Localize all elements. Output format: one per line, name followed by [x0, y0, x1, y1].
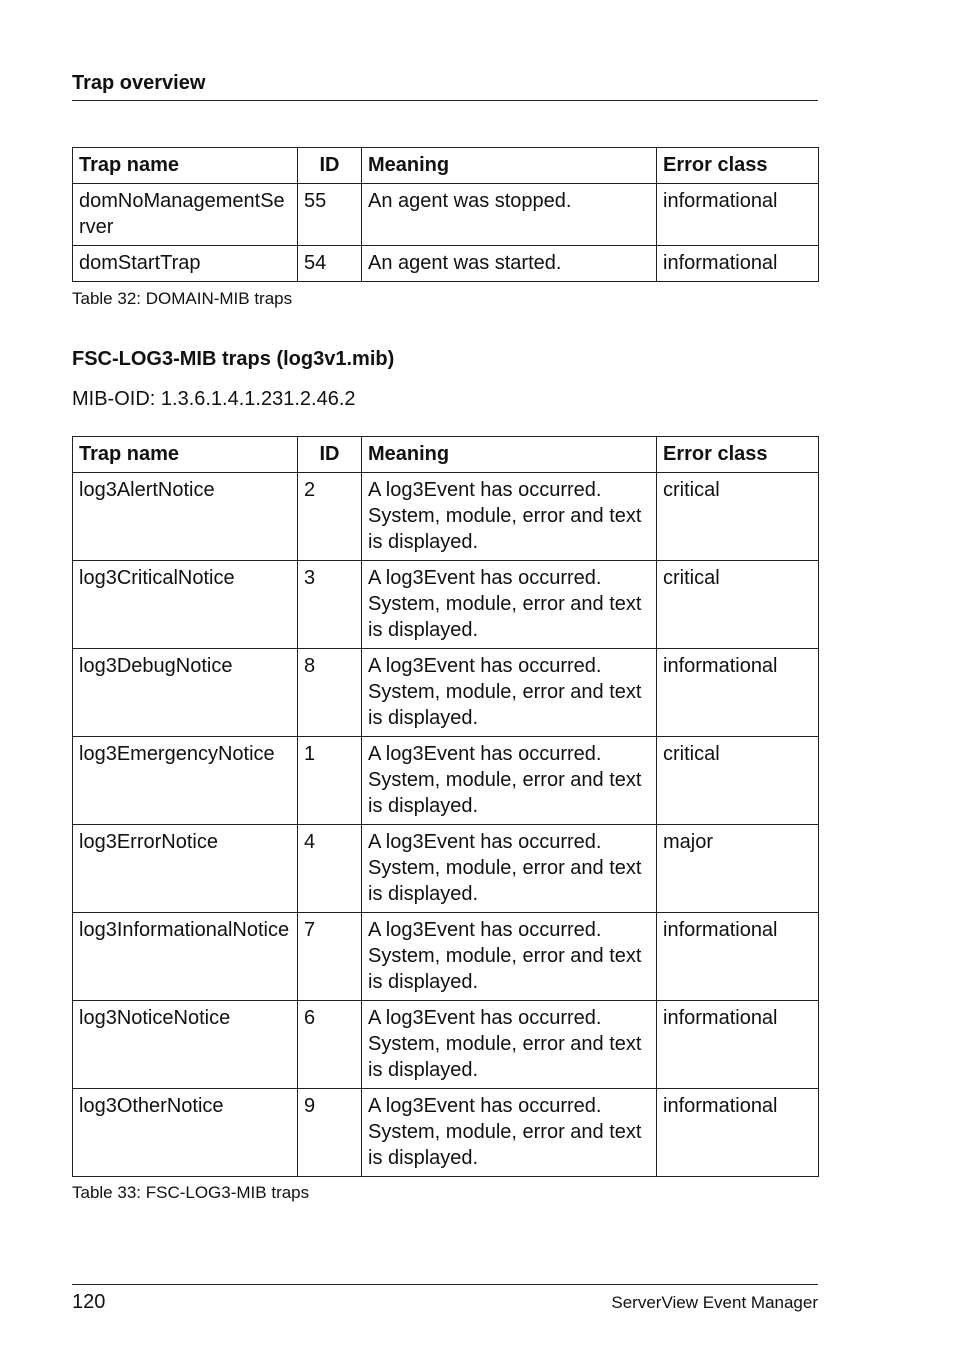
error-class-cell: critical: [657, 561, 819, 649]
fsc-log3-mib-traps-table: [72, 436, 819, 1177]
mib-oid-text: MIB-OID: 1.3.6.1.4.1.231.2.46.2: [72, 388, 356, 410]
footer-document-title: ServerView Event Manager: [611, 1293, 818, 1312]
table-row: [73, 825, 819, 913]
id-cell: 2: [298, 473, 362, 561]
trap-name-cell: log3DebugNotice: [73, 649, 298, 737]
trap-name-cell: domStartTrap: [73, 246, 298, 282]
error-class-cell: major: [657, 825, 819, 913]
error-class-cell: informational: [657, 913, 819, 1001]
error-class-cell: informational: [657, 1001, 819, 1089]
error-class-cell: informational: [657, 649, 819, 737]
error-class-cell: informational: [657, 184, 819, 246]
meaning-cell: An agent was started.: [362, 246, 657, 282]
error-class-cell: critical: [657, 473, 819, 561]
error-class-cell: informational: [657, 1089, 819, 1177]
table-caption: Table 32: DOMAIN-MIB traps: [72, 289, 293, 308]
table-row: [73, 737, 819, 825]
id-cell: 6: [298, 1001, 362, 1089]
meaning-cell: An agent was stopped.: [362, 184, 657, 246]
column-header-error-class: Error class: [657, 148, 819, 184]
table-header-row: [73, 437, 819, 473]
table-row: [73, 649, 819, 737]
table-row: [73, 184, 819, 246]
id-cell: 1: [298, 737, 362, 825]
id-cell: 55: [298, 184, 362, 246]
column-header-meaning: Meaning: [362, 437, 657, 473]
running-header: Trap overview: [72, 72, 818, 101]
id-cell: 3: [298, 561, 362, 649]
meaning-cell: A log3Event has occurred. System, module, error and text is displayed.: [362, 649, 657, 737]
id-cell: 9: [298, 1089, 362, 1177]
table-header-row: [73, 148, 819, 184]
meaning-cell: A log3Event has occurred. System, module, error and text is displayed.: [362, 561, 657, 649]
trap-name-cell: log3EmergencyNotice: [73, 737, 298, 825]
meaning-cell: A log3Event has occurred. System, module, error and text is displayed.: [362, 737, 657, 825]
domain-mib-traps-table: [72, 147, 819, 282]
column-header-trap-name: Trap name: [73, 437, 298, 473]
table-row: [73, 561, 819, 649]
id-cell: 4: [298, 825, 362, 913]
section-heading: FSC-LOG3-MIB traps (log3v1.mib): [72, 348, 395, 370]
column-header-id: ID: [298, 148, 362, 184]
trap-name-cell: log3CriticalNotice: [73, 561, 298, 649]
error-class-cell: critical: [657, 737, 819, 825]
meaning-cell: A log3Event has occurred. System, module, error and text is displayed.: [362, 473, 657, 561]
error-class-cell: informational: [657, 246, 819, 282]
id-cell: 54: [298, 246, 362, 282]
table-row: [73, 913, 819, 1001]
trap-name-cell: log3ErrorNotice: [73, 825, 298, 913]
trap-name-cell: domNoManagementServer: [73, 184, 298, 246]
column-header-id: ID: [298, 437, 362, 473]
meaning-cell: A log3Event has occurred. System, module, error and text is displayed.: [362, 913, 657, 1001]
page-footer: [72, 1284, 818, 1313]
table-row: [73, 473, 819, 561]
table-row: [73, 1089, 819, 1177]
trap-name-cell: log3InformationalNotice: [73, 913, 298, 1001]
trap-name-cell: log3AlertNotice: [73, 473, 298, 561]
column-header-trap-name: Trap name: [73, 148, 298, 184]
table-row: [73, 1001, 819, 1089]
column-header-error-class: Error class: [657, 437, 819, 473]
id-cell: 7: [298, 913, 362, 1001]
table-caption: Table 33: FSC-LOG3-MIB traps: [72, 1183, 310, 1202]
meaning-cell: A log3Event has occurred. System, module, error and text is displayed.: [362, 1001, 657, 1089]
trap-name-cell: log3OtherNotice: [73, 1089, 298, 1177]
id-cell: 8: [298, 649, 362, 737]
meaning-cell: A log3Event has occurred. System, module, error and text is displayed.: [362, 1089, 657, 1177]
trap-name-cell: log3NoticeNotice: [73, 1001, 298, 1089]
column-header-meaning: Meaning: [362, 148, 657, 184]
meaning-cell: A log3Event has occurred. System, module, error and text is displayed.: [362, 825, 657, 913]
table-row: [73, 246, 819, 282]
page-number: 120: [72, 1291, 106, 1313]
